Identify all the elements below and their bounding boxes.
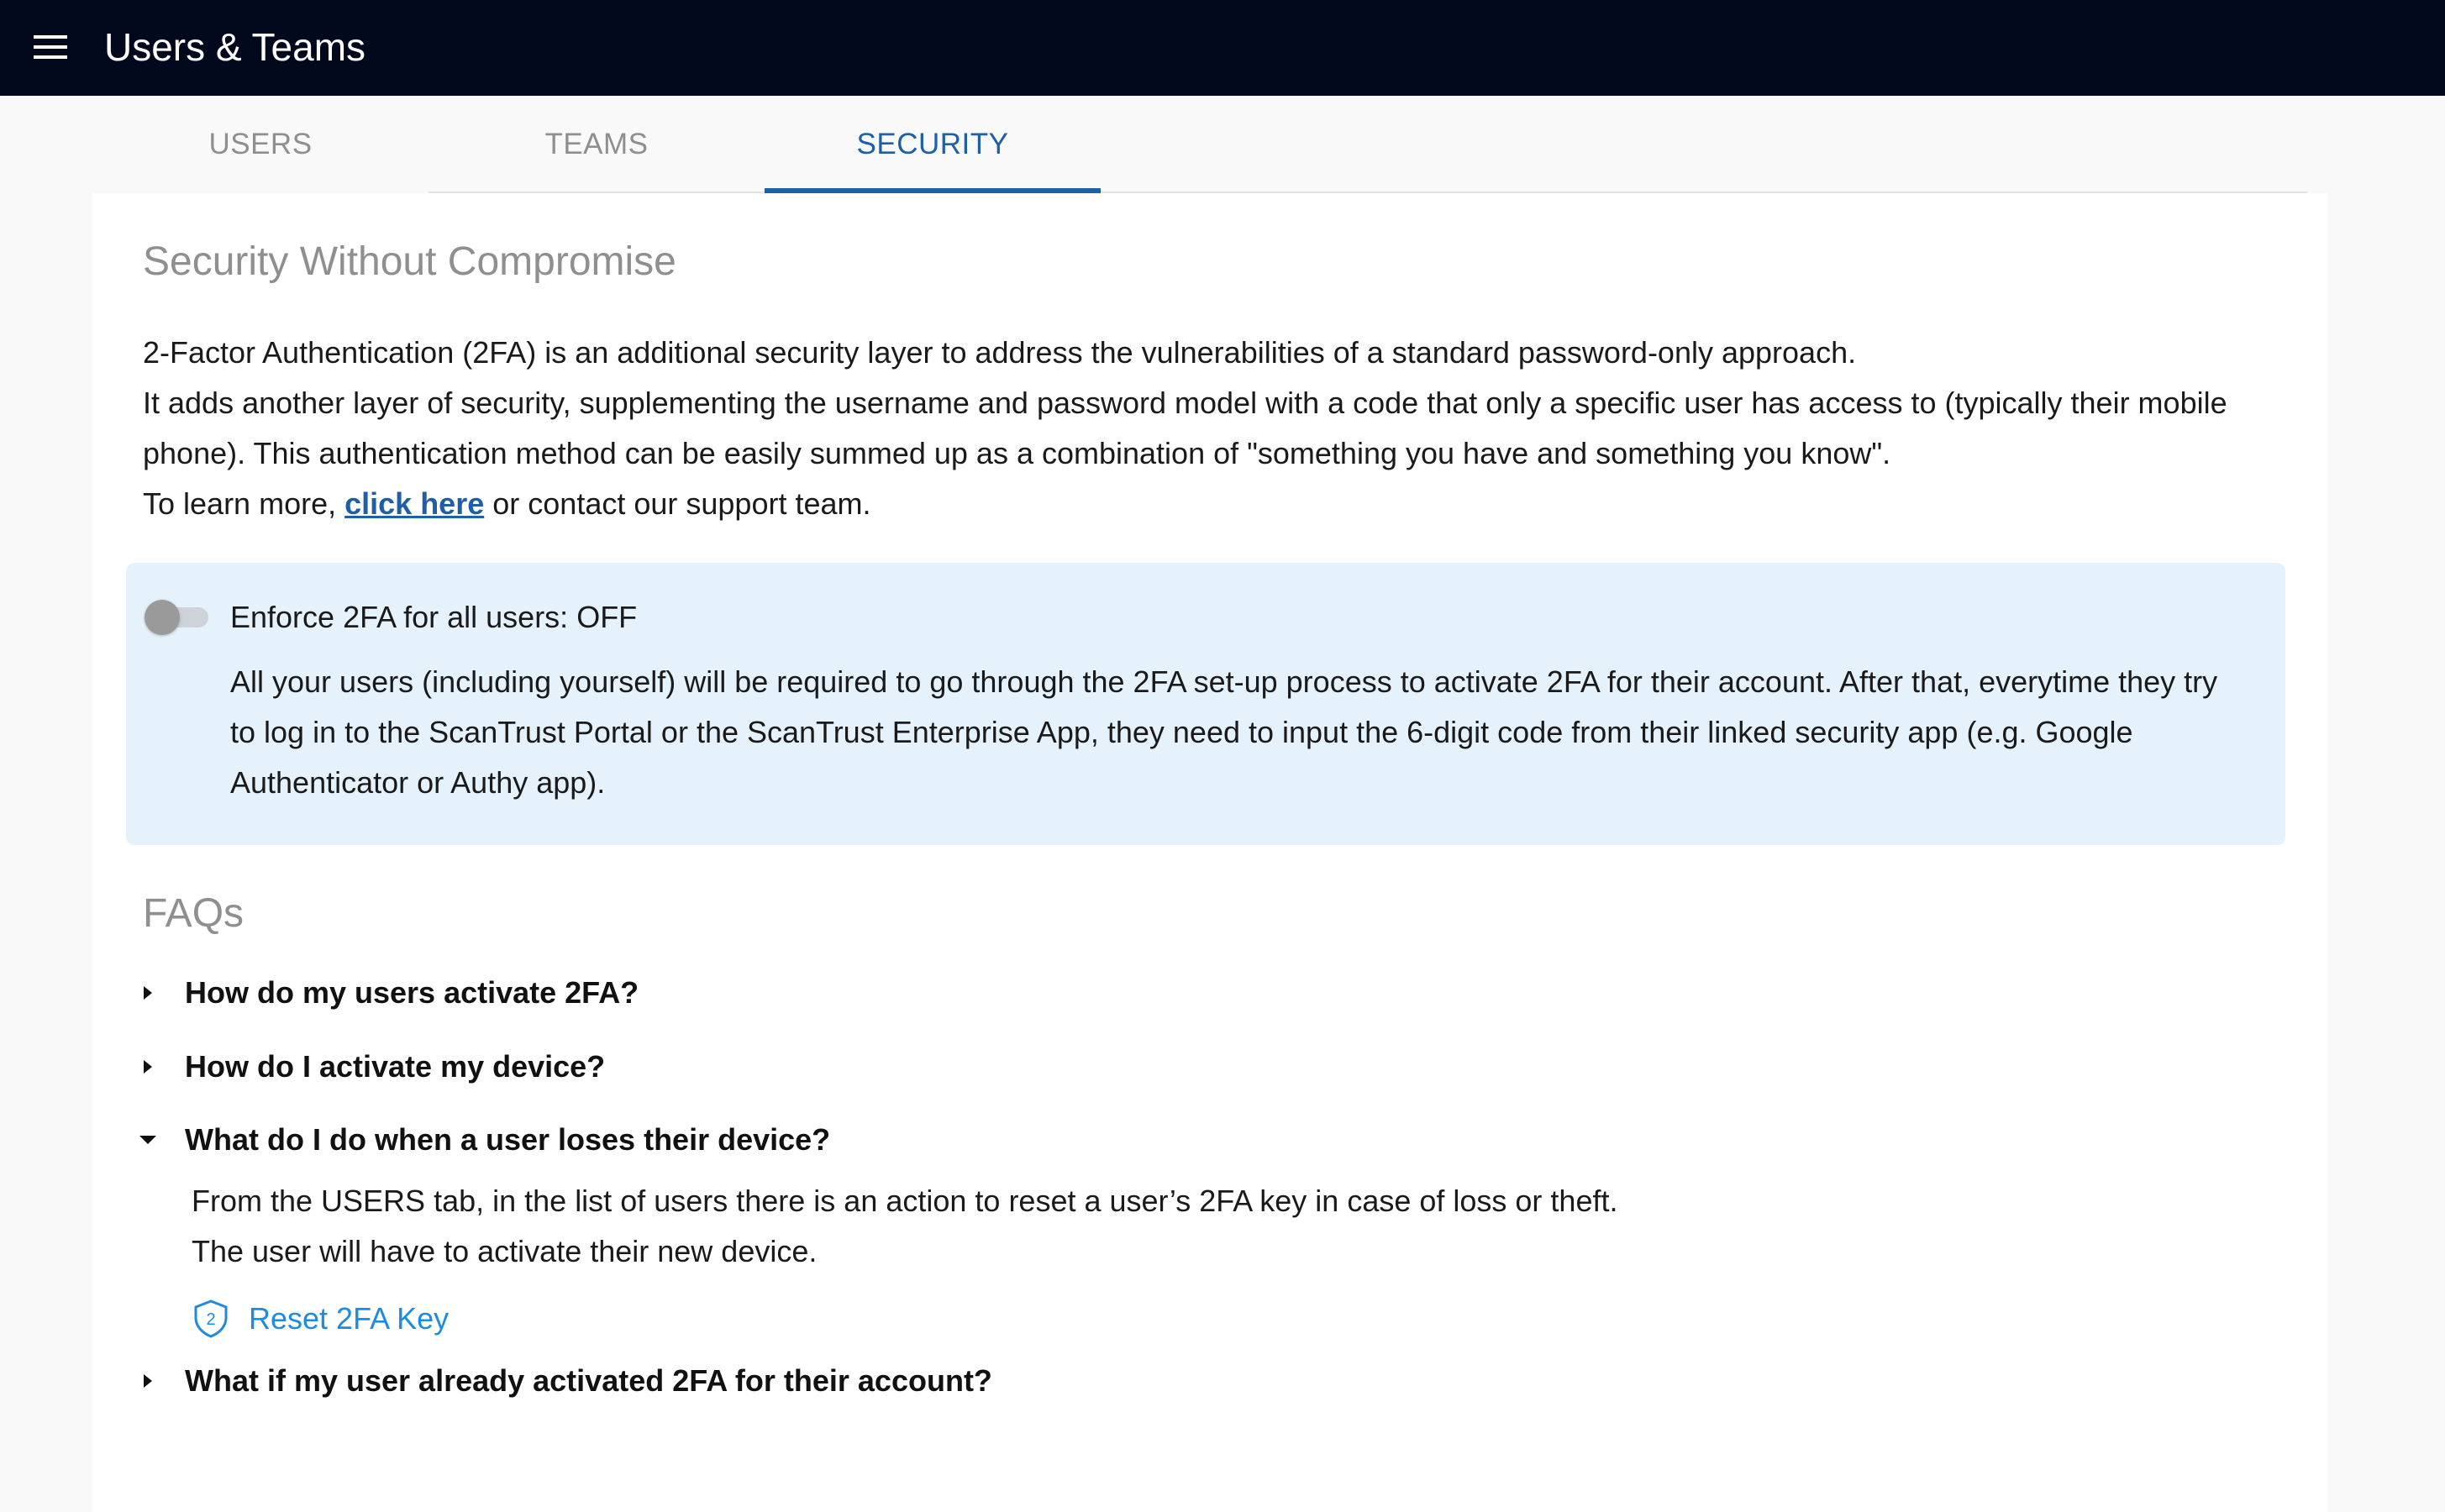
- faq-question: How do I activate my device?: [185, 1049, 606, 1084]
- security-intro: [143, 328, 2311, 529]
- enforce-2fa-label: Enforce 2FA for all users: OFF: [230, 600, 638, 634]
- learn-more-suffix: or contact our support team.: [492, 486, 871, 521]
- tab-bar: [92, 96, 2307, 193]
- faq-item-lost-device[interactable]: [134, 1115, 831, 1165]
- reset-2fa-key-label: Reset 2FA Key: [249, 1301, 450, 1336]
- tab-security[interactable]: SECURITY: [765, 96, 1101, 193]
- reset-2fa-key-button[interactable]: [190, 1294, 449, 1344]
- intro-line-2: It adds another layer of security, supplementing the username and password model with a code that only a specific user has access to (typically their mobile phone). This authentication method can be easily summed up as a combination of "something you have and something you know".: [143, 386, 2227, 470]
- svg-text:2: 2: [206, 1310, 216, 1329]
- toggle-thumb: [145, 600, 180, 635]
- shield-2fa-icon: [190, 1298, 232, 1340]
- caret-right-icon: [134, 979, 161, 1006]
- caret-right-icon: [134, 1053, 161, 1080]
- tab-users[interactable]: USERS: [208, 128, 313, 160]
- learn-more-prefix: To learn more,: [143, 486, 337, 521]
- tab-teams[interactable]: TEAMS: [544, 128, 649, 160]
- faq-item-activate-device[interactable]: [134, 1042, 606, 1092]
- faq-answer-lost-device: [192, 1176, 2208, 1277]
- learn-more-line: [143, 479, 2311, 529]
- intro-line-1: 2-Factor Authentication (2FA) is an additional security layer to address the vulnerabilities of a standard password-only approach.: [143, 335, 1857, 370]
- caret-right-icon: [134, 1368, 161, 1394]
- faq-question: What do I do when a user loses their device?: [185, 1122, 831, 1157]
- faq-item-activate-2fa[interactable]: [134, 968, 639, 1018]
- click-here-link[interactable]: click here: [344, 486, 485, 521]
- security-title: Security Without Compromise: [143, 239, 676, 284]
- enforce-2fa-toggle[interactable]: [145, 600, 212, 633]
- enforce-2fa-box: [126, 563, 2285, 845]
- enforce-2fa-description: All your users (including yourself) will be required to go through the 2FA set-up process to activate 2FA for their account. After that, everytime they try to log in to the ScanTrust Portal or the ScanTrust Enterprise App, they need to input the 6-digit code from their linked security app (e.g. Google Authenticator or Authy app).: [230, 664, 2218, 800]
- faqs-title: FAQs: [143, 891, 244, 936]
- faq-answer-line-1: From the USERS tab, in the list of users there is an action to reset a user’s 2FA key in case of loss or theft.: [192, 1184, 1618, 1218]
- faq-question: What if my user already activated 2FA for their account?: [185, 1363, 992, 1398]
- faq-item-already-activated[interactable]: [134, 1356, 992, 1406]
- faq-answer-line-2: The user will have to activate their new device.: [192, 1234, 818, 1268]
- app-bar: [0, 0, 2445, 96]
- hamburger-menu-icon[interactable]: [34, 34, 74, 62]
- app-title: Users & Teams: [104, 25, 366, 69]
- security-card: [92, 193, 2327, 1512]
- faq-question: How do my users activate 2FA?: [185, 975, 639, 1010]
- caret-down-icon: [134, 1126, 161, 1153]
